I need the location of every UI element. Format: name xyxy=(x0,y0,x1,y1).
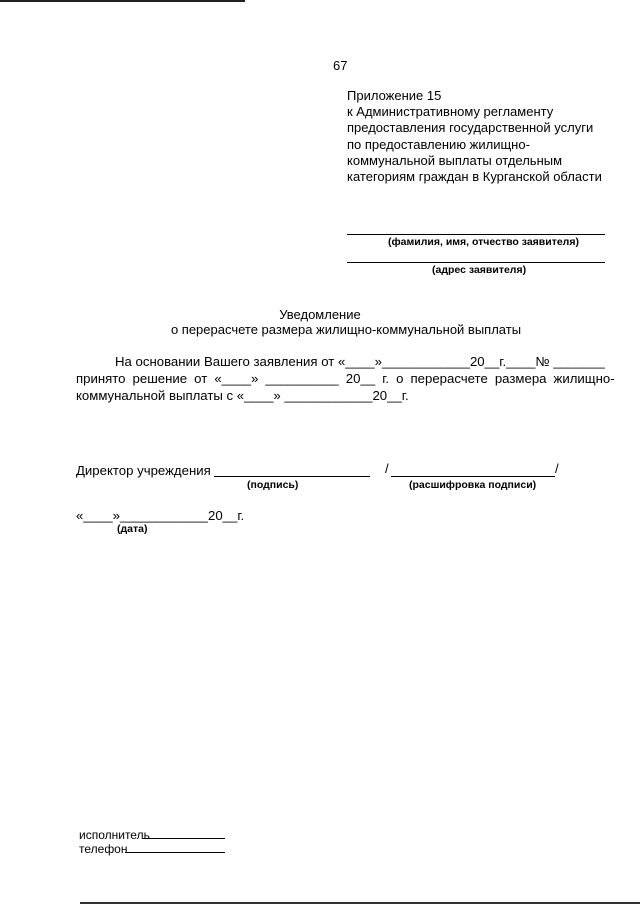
body-line-2: принято решение от «____» __________ 20__ г. о перерасчете размера жилищно- xyxy=(76,371,615,386)
page-number: 67 xyxy=(333,58,348,73)
phone-line[interactable] xyxy=(125,852,225,853)
signature-slash-left: / xyxy=(385,461,389,476)
scan-edge-bottom xyxy=(80,902,640,904)
date-caption: (дата) xyxy=(117,523,148,535)
applicant-address-line[interactable] xyxy=(347,262,605,263)
applicant-name-line[interactable] xyxy=(347,234,605,235)
appendix-line: предоставления государственной услуги xyxy=(347,120,594,136)
executor-label: исполнитель xyxy=(79,828,150,842)
appendix-line: коммунальной выплаты отдельным xyxy=(347,152,563,168)
phone-label: телефон xyxy=(79,842,128,856)
date-field[interactable]: «____»____________20__г. xyxy=(76,508,245,523)
signature-line[interactable] xyxy=(214,476,370,477)
signature-slash-right: / xyxy=(555,461,559,476)
body-line-3: коммунальной выплаты с «____» ____________20__г. xyxy=(76,388,409,403)
appendix-line: по предоставлению жилищно- xyxy=(347,136,530,152)
scan-edge-top xyxy=(0,0,245,2)
executor-line[interactable] xyxy=(143,838,225,839)
body-line-1: На основании Вашего заявления от «____»____________20__г.____№ _______ xyxy=(115,354,605,369)
director-label: Директор учреждения xyxy=(76,463,211,478)
applicant-address-caption: (адрес заявителя) xyxy=(432,264,527,276)
notice-title: Уведомление xyxy=(279,307,361,322)
decode-caption: (расшифровка подписи) xyxy=(409,479,537,491)
applicant-name-caption: (фамилия, имя, отчество заявителя) xyxy=(388,236,579,248)
appendix-header xyxy=(347,88,602,185)
notice-subtitle: о перерасчете размера жилищно-коммунальной выплаты xyxy=(170,322,522,337)
signature-decode-line[interactable] xyxy=(391,476,555,477)
appendix-line: Приложение 15 xyxy=(347,88,442,103)
appendix-line: категориям граждан в Курганской области xyxy=(347,169,602,185)
appendix-line: к Административному регламенту xyxy=(347,104,554,120)
signature-caption: (подпись) xyxy=(247,479,299,491)
